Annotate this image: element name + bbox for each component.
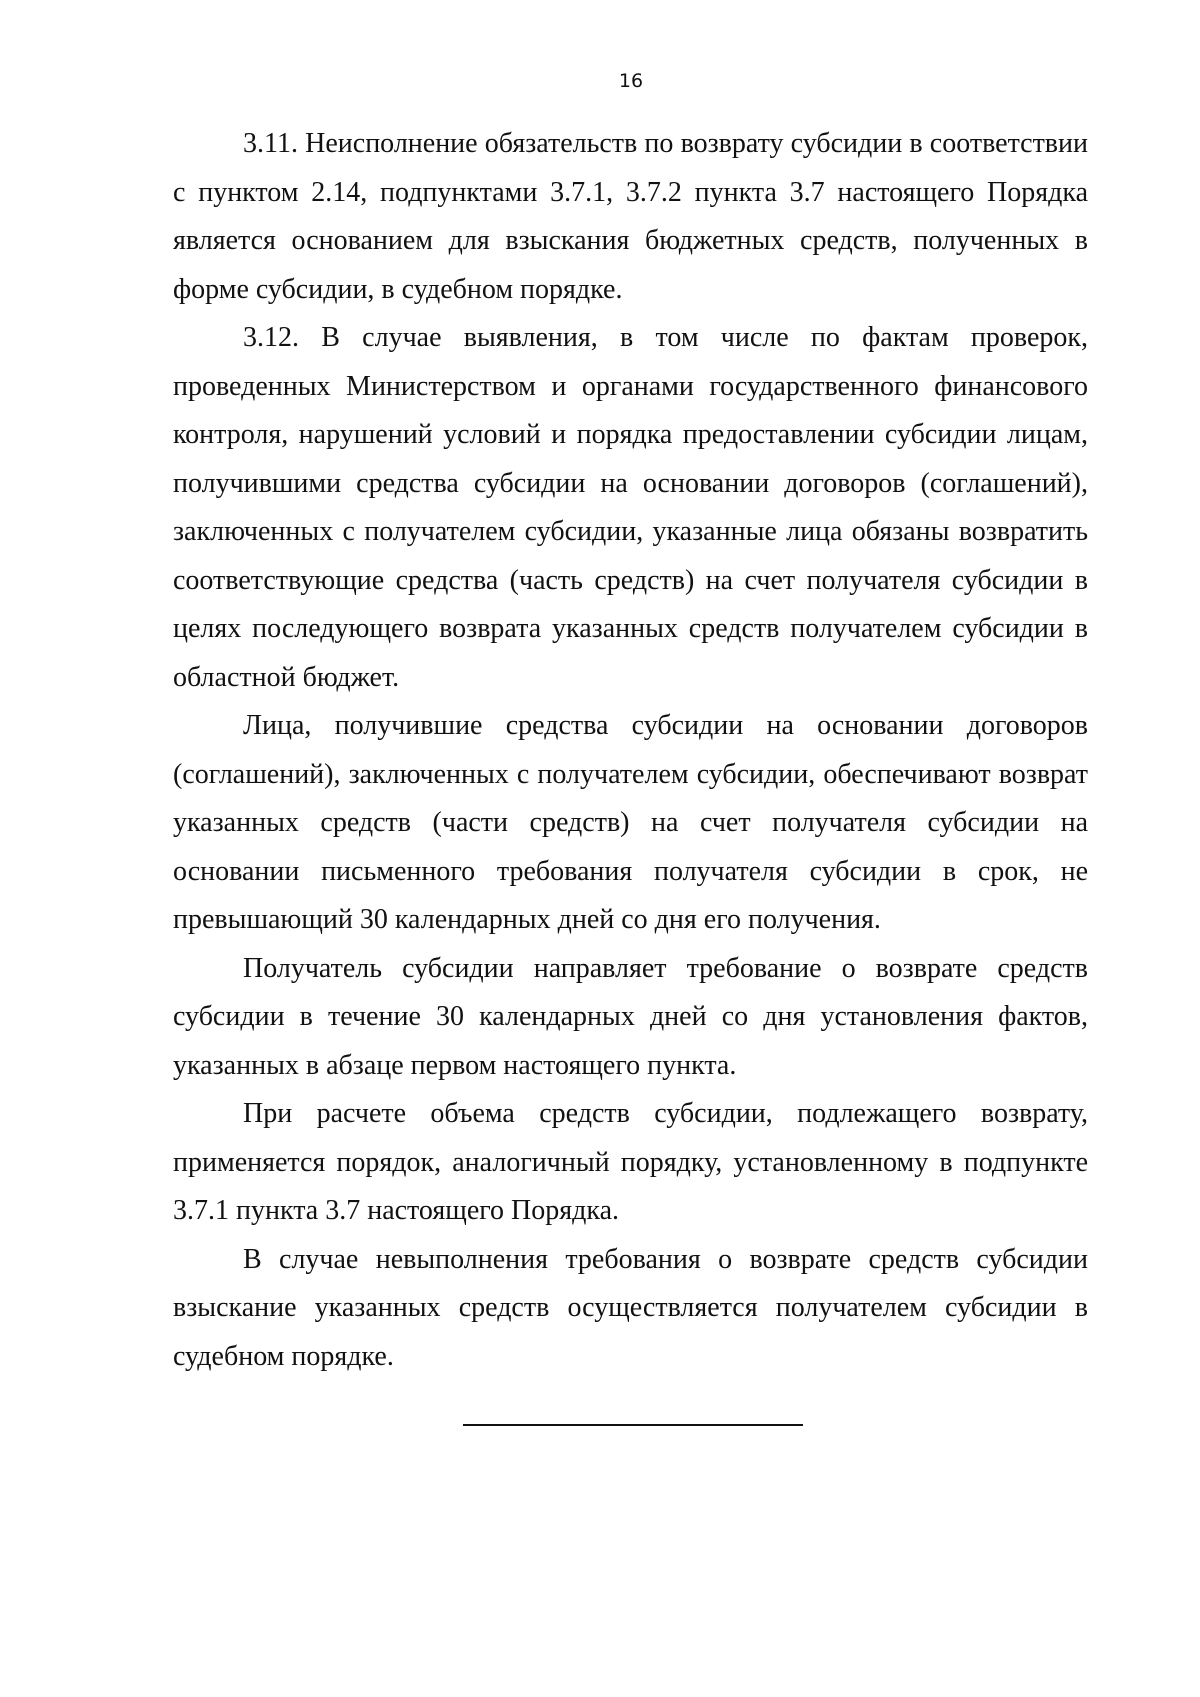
paragraph-return-by-persons: Лица, получившие средства субсидии на основании договоров (соглашений), заключенных с получателем субсидии, обеспечивают возврат указанных средств (части средств) на счет получателя субсидии на основании письменного требования получателя субсидии в срок, не превышающий 30 календарных дней со дня его получения. [173,710,1088,935]
paragraph-judicial-recovery: В случае невыполнения требования о возврате средств субсидии взыскание указанных средств осуществляется получателем субсидии в судебном порядке. [173,1243,1088,1372]
paragraph-calculation: При расчете объема средств субсидии, подлежащего возврату, применяется порядок, аналогичный порядку, установленному в подпункте 3.7.1 пункта 3.7 настоящего Порядка. [173,1098,1088,1226]
paragraph-3-11: 3.11. Неисполнение обязательств по возврату субсидии в соответствии с пунктом 2.14, подпунктами 3.7.1, 3.7.2 пункта 3.7 настоящего Порядка является основанием для взыскания бюджетных средств, полученных в форме субсидии, в судебном порядке. [173,128,1088,305]
document-body [173,120,1088,1381]
page-number: 16 [618,70,644,92]
paragraph-return-requirement: Получатель субсидии направляет требование о возврате средств субсидии в течение 30 календарных дней со дня установления фактов, указанных в абзаце первом настоящего пункта. [173,952,1088,1081]
paragraph-3-12: 3.12. В случае выявления, в том числе по фактам проверок, проведенных Министерством и органами государственного финансового контроля, нарушений условий и порядка предоставлении субсидии лицам, получившими средства субсидии на основании договоров (соглашений), заключенных с получателем субсидии, указанные лица обязаны возвратить соответствующие средства (часть средств) на счет получателя субсидии в целях последующего возврата указанных средств получателем субсидии в областной бюджет. [173,322,1088,693]
end-divider [463,1424,803,1426]
